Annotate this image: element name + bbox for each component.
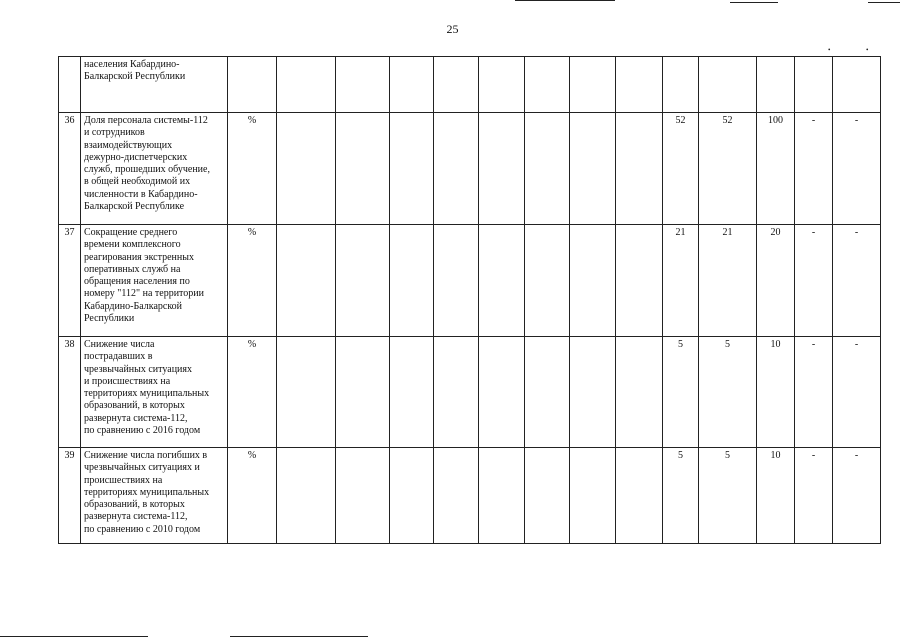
table-row-37 — [59, 225, 881, 337]
value-cell: - — [795, 225, 833, 337]
page-number: 25 — [446, 22, 459, 36]
value-cell — [833, 57, 881, 113]
value-cell: 21 — [663, 225, 699, 337]
empty-cell — [570, 113, 616, 225]
row-number: 36 — [59, 113, 81, 225]
value-cell: 5 — [699, 337, 757, 448]
row-number: 39 — [59, 448, 81, 544]
value-cell — [795, 57, 833, 113]
empty-cell — [390, 225, 434, 337]
empty-cell — [390, 448, 434, 544]
empty-cell — [336, 337, 390, 448]
unit-cell: % — [228, 448, 277, 544]
scan-line-top-center — [515, 0, 615, 1]
empty-cell — [479, 448, 525, 544]
empty-cell — [570, 337, 616, 448]
scan-speck-right: • — [866, 46, 869, 54]
value-cell: 5 — [663, 337, 699, 448]
empty-cell — [479, 57, 525, 113]
table-row-continuation — [59, 57, 881, 113]
empty-cell — [277, 225, 336, 337]
empty-cell — [525, 113, 570, 225]
value-cell: - — [833, 337, 881, 448]
empty-cell — [434, 448, 479, 544]
unit-cell: % — [228, 337, 277, 448]
value-cell: 21 — [699, 225, 757, 337]
empty-cell — [479, 113, 525, 225]
value-cell — [699, 57, 757, 113]
value-cell: - — [833, 448, 881, 544]
value-cell: 10 — [757, 337, 795, 448]
empty-cell — [616, 57, 663, 113]
value-cell: 5 — [699, 448, 757, 544]
indicators-table — [58, 56, 881, 544]
table-row-39 — [59, 448, 881, 544]
empty-cell — [616, 225, 663, 337]
value-cell: 10 — [757, 448, 795, 544]
row-number — [59, 57, 81, 113]
empty-cell — [570, 57, 616, 113]
scan-line-top-right-small — [730, 2, 778, 3]
value-cell: - — [833, 113, 881, 225]
value-cell: 5 — [663, 448, 699, 544]
unit-cell: % — [228, 225, 277, 337]
empty-cell — [434, 337, 479, 448]
value-cell — [757, 57, 795, 113]
empty-cell — [277, 448, 336, 544]
value-cell: 52 — [663, 113, 699, 225]
empty-cell — [479, 337, 525, 448]
empty-cell — [434, 113, 479, 225]
indicator-name: Снижение числа пострадавших в чрезвычайных ситуациях и происшествиях на территориях муниципальных образований, в которых развернута система-112, по сравнению с 2016 годом — [81, 337, 228, 448]
scan-speck-left: • — [828, 46, 831, 54]
empty-cell — [525, 448, 570, 544]
empty-cell — [277, 113, 336, 225]
empty-cell — [479, 225, 525, 337]
empty-cell — [336, 225, 390, 337]
scan-line-bottom-center — [230, 636, 368, 637]
value-cell: - — [795, 113, 833, 225]
value-cell: - — [833, 225, 881, 337]
value-cell: - — [795, 337, 833, 448]
empty-cell — [570, 448, 616, 544]
empty-cell — [277, 337, 336, 448]
row-number: 37 — [59, 225, 81, 337]
scan-line-bottom-left — [0, 636, 148, 637]
table-row-36 — [59, 113, 881, 225]
empty-cell — [277, 57, 336, 113]
empty-cell — [336, 448, 390, 544]
empty-cell — [525, 337, 570, 448]
row-number: 38 — [59, 337, 81, 448]
value-cell: 52 — [699, 113, 757, 225]
empty-cell — [390, 113, 434, 225]
indicator-name: населения Кабардино- Балкарской Республики — [81, 57, 228, 113]
empty-cell — [336, 57, 390, 113]
empty-cell — [390, 57, 434, 113]
unit-cell — [228, 57, 277, 113]
indicator-name: Снижение числа погибших в чрезвычайных ситуациях и происшествиях на территориях муниципальных образований, в которых развернута система-112, по сравнению с 2010 годом — [81, 448, 228, 544]
empty-cell — [616, 113, 663, 225]
scan-line-top-right — [868, 2, 900, 3]
empty-cell — [570, 225, 616, 337]
table-row-38 — [59, 337, 881, 448]
unit-cell: % — [228, 113, 277, 225]
value-cell: 100 — [757, 113, 795, 225]
indicator-name: Доля персонала системы-112 и сотрудников взаимодействующих дежурно-диспетчерских служб, прошедших обучение, в общей необходимой их численности в Кабардино- Балкарской Республике — [81, 113, 228, 225]
empty-cell — [616, 337, 663, 448]
empty-cell — [663, 57, 699, 113]
empty-cell — [390, 337, 434, 448]
value-cell: 20 — [757, 225, 795, 337]
empty-cell — [525, 57, 570, 113]
value-cell: - — [795, 448, 833, 544]
empty-cell — [616, 448, 663, 544]
empty-cell — [336, 113, 390, 225]
empty-cell — [525, 225, 570, 337]
empty-cell — [434, 57, 479, 113]
empty-cell — [434, 225, 479, 337]
indicator-name: Сокращение среднего времени комплексного реагирования экстренных оперативных служб на обращения населения по номеру "112" на территории Кабардино-Балкарской Республики — [81, 225, 228, 337]
